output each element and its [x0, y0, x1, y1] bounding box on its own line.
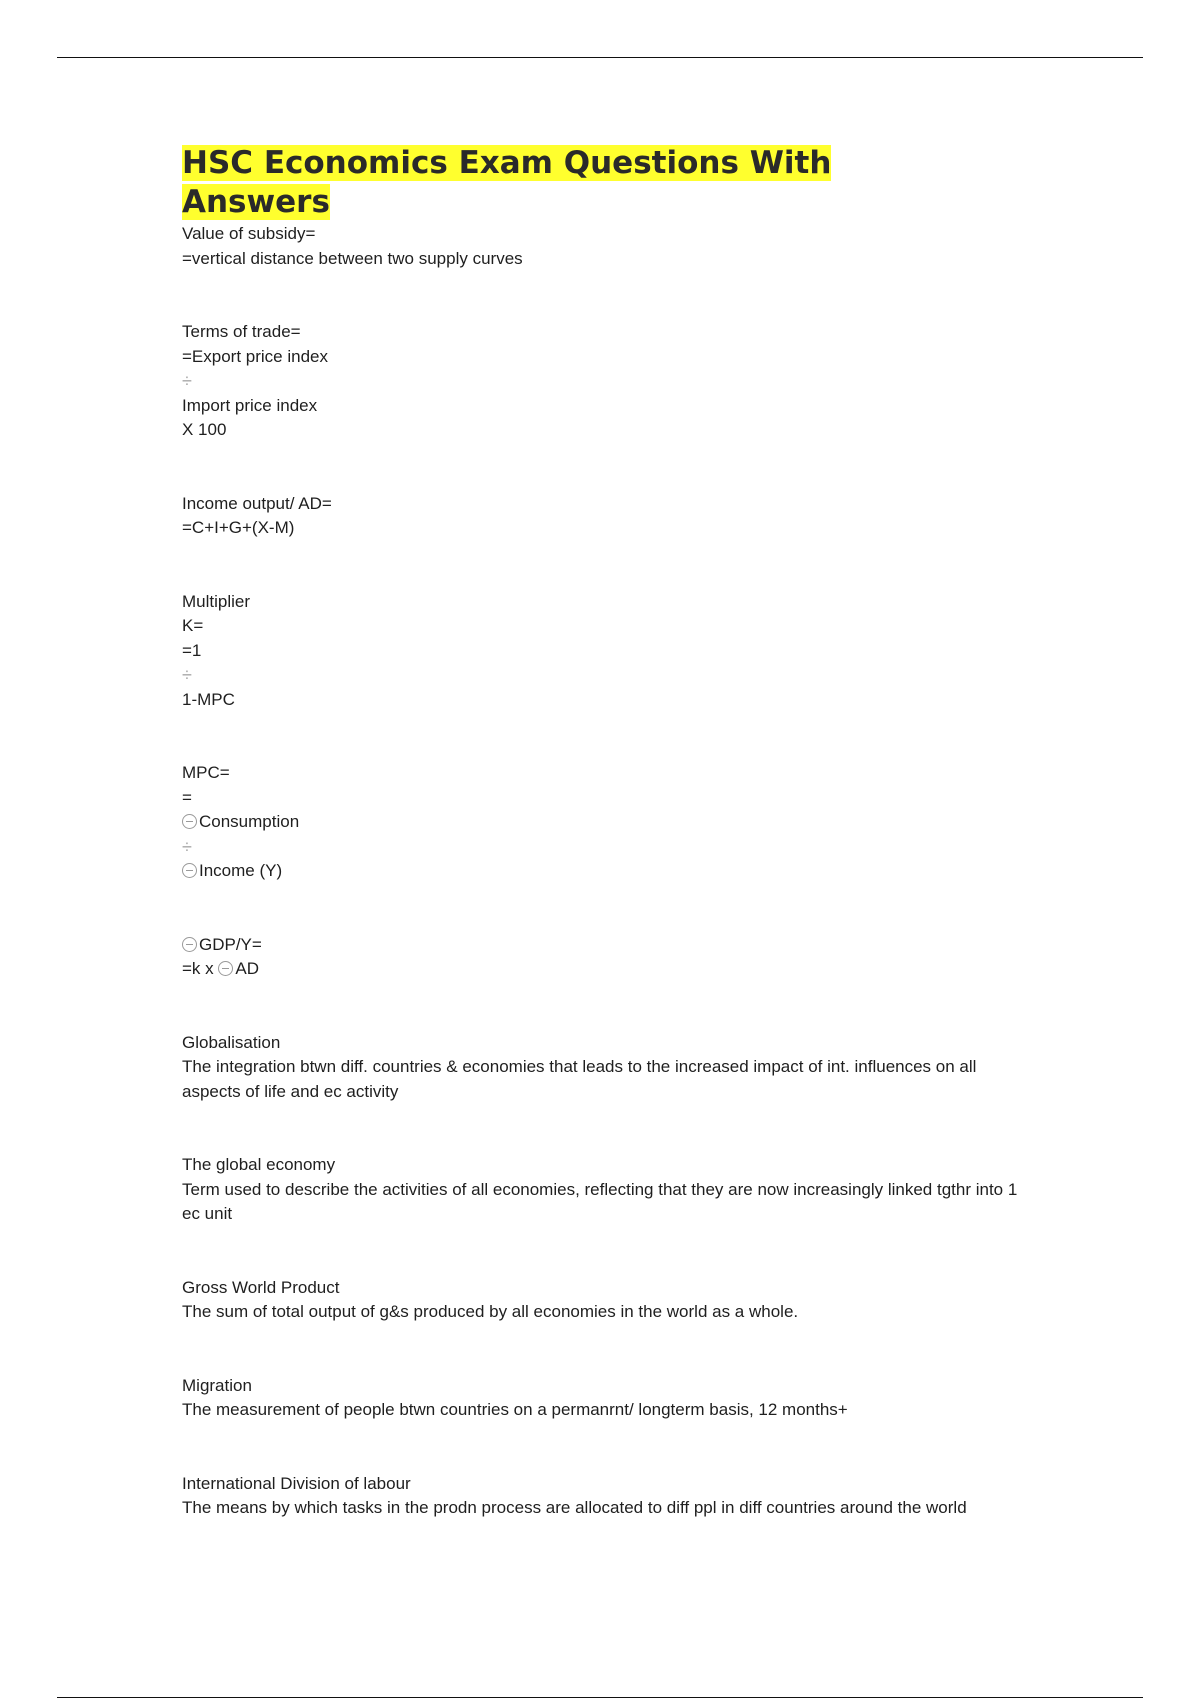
entry-definition: Term used to describe the activities of all economies, reflecting that they are now increasingly linked tgthr into 1 ec unit — [182, 1179, 1023, 1223]
entry-term: Migration — [182, 1375, 252, 1395]
entry-term: Globalisation — [182, 1032, 281, 1052]
entry-term: Terms of trade= — [182, 322, 301, 341]
entry-definition: The sum of total output of g&s produced by all economies in the world as a whole. — [182, 1302, 799, 1321]
entry-definition: The measurement of people btwn countries on a permanrnt/ longterm basis, 12 months+ — [182, 1400, 848, 1419]
formula-text: =k x — [182, 959, 219, 978]
entry-delta-gdp — [182, 933, 1022, 982]
formula-text: Consumption — [199, 812, 300, 831]
entry-definition: =C+I+G+(X-M) — [182, 518, 295, 537]
footer-rule — [57, 1697, 1143, 1698]
formula-line: 1-MPC — [182, 689, 235, 709]
formula-text: AD — [235, 959, 259, 978]
delta-icon — [182, 814, 197, 829]
entry-gross-world-product — [182, 1276, 1022, 1325]
formula-line — [182, 810, 1022, 835]
term-text: GDP/Y= — [199, 934, 262, 954]
entry-mpc — [182, 761, 1022, 884]
entry-term: Value of subsidy= — [182, 224, 316, 243]
header-rule — [57, 57, 1143, 58]
entry-term: Gross World Product — [182, 1277, 340, 1297]
formula-line: = — [182, 787, 192, 807]
delta-icon — [182, 863, 197, 878]
division-icon: ÷ — [182, 665, 192, 685]
entry-global-economy — [182, 1153, 1022, 1227]
formula-line: =1 — [182, 640, 202, 660]
entry-term: The global economy — [182, 1155, 336, 1174]
document-body — [182, 144, 1022, 1521]
entry-globalisation — [182, 1031, 1022, 1105]
entry-multiplier — [182, 590, 1022, 713]
entry-international-division-of-labour — [182, 1472, 1022, 1521]
formula-line: =Export price index — [182, 346, 328, 366]
entry-term: International Division of labour — [182, 1473, 411, 1493]
formula-text: Income (Y) — [199, 861, 283, 880]
entry-definition: =vertical distance between two supply curves — [182, 248, 523, 268]
division-icon: ÷ — [182, 371, 192, 391]
delta-icon — [218, 961, 233, 976]
formula-line — [182, 859, 1022, 884]
division-icon: ÷ — [182, 836, 192, 857]
document-title — [182, 144, 882, 222]
formula-line: K= — [182, 616, 204, 635]
entry-term: Income output/ AD= — [182, 493, 332, 513]
entry-income-output — [182, 492, 1022, 541]
entry-definition: The means by which tasks in the prodn process are allocated to diff ppl in diff countries around the world — [182, 1498, 967, 1517]
entry-terms-of-trade — [182, 320, 1022, 443]
formula-line — [182, 957, 1022, 982]
title-highlight: HSC Economics Exam Questions With Answers — [182, 145, 832, 220]
formula-line: Import price index — [182, 395, 318, 415]
delta-icon — [182, 937, 197, 952]
formula-line: X 100 — [182, 420, 227, 439]
entry-value-of-subsidy — [182, 222, 1022, 271]
entry-term — [182, 933, 1022, 958]
entry-definition: The integration btwn diff. countries & economies that leads to the increased impact of int. influences on all aspects of life and ec activity — [182, 1057, 982, 1101]
entry-migration — [182, 1374, 1022, 1423]
entry-term: Multiplier — [182, 591, 251, 611]
entry-term: MPC= — [182, 763, 230, 782]
